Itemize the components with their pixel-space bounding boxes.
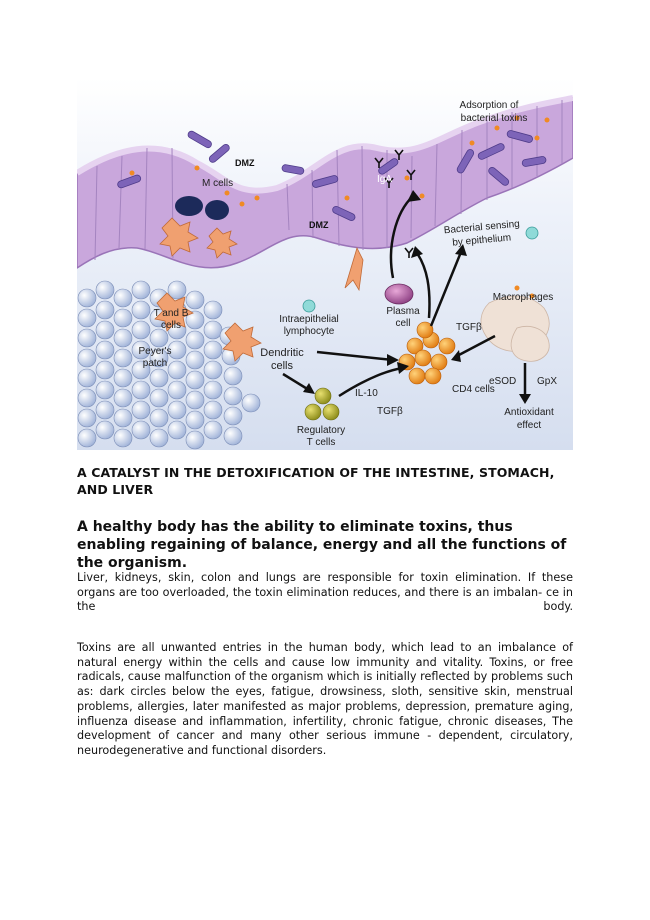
paragraph-toxin-elimination: Liver, kidneys, skin, colon and lungs are responsible for toxin elimination. If these organs are too overloaded, the toxin elimination reduces, and there is an imbalan- ce in the body. — [77, 571, 573, 614]
label-il10: IL-10 — [355, 388, 378, 399]
label-dendritic-line2: cells — [270, 360, 294, 372]
label-t-and-b-line2: cells — [160, 320, 182, 331]
label-tgfb-top: TGFβ — [456, 322, 482, 333]
plasma-cell-shape — [385, 284, 413, 304]
label-regulatory-line1: Regulatory — [296, 425, 346, 436]
label-tgfb-bottom: TGFβ — [377, 406, 403, 417]
label-plasma-line2: cell — [395, 318, 411, 329]
illustration-svg — [77, 78, 573, 450]
label-gpx: GpX — [537, 376, 558, 387]
label-adsorption-line1: Adsorption of — [459, 100, 519, 111]
paragraph-toxins-description: Toxins are all unwanted entries in the human body, which lead to an imbalance of natural energy within the cells and cause low immunity and vitality. Toxins, or free radicals, cause malfunction of the organism which is initially reflected by problems such as: dark circles below the eyes, fatigue, drowsiness, sloth, sensitive skin, menstrual problems, allergies, later manifested as major problems, depression, premature aging, influenza disease and inflammation, infertility, chronic fatigue, chronic diseases, The development of cancer and many other serious immune - dependent, circulatory, neurodegenerative and functional disorders. — [77, 641, 573, 757]
label-antioxidant-line1: Antioxidant — [504, 407, 554, 418]
label-intraepithelial-line1: Intraepithelial — [279, 314, 339, 325]
label-dmz-top: DMZ — [235, 158, 255, 168]
label-m-cells: M cells — [202, 178, 234, 189]
label-peyers-line2: patch — [142, 358, 168, 369]
label-t-and-b-line1: T and B — [153, 308, 189, 319]
label-bacterial-sensing-line1: Bacterial sensing — [443, 218, 521, 237]
intestinal-immunity-illustration — [77, 78, 573, 450]
document-subheading: A healthy body has the ability to eliminate toxins, thus enabling regaining of balance, energy and all the functions of the organism. — [77, 519, 567, 571]
label-dendritic-line1: Dendritic — [260, 347, 304, 359]
label-adsorption-line2: bacterial toxins — [460, 113, 528, 124]
label-regulatory-line2: T cells — [306, 437, 336, 448]
label-plasma-line1: Plasma — [386, 306, 420, 317]
label-macrophages: Macrophages — [492, 292, 554, 303]
label-peyers-line1: Peyer's — [138, 346, 172, 357]
label-cd4-cells: CD4 cells — [452, 384, 495, 395]
label-esod: eSOD — [489, 376, 517, 387]
label-antioxidant-line2: effect — [516, 420, 542, 431]
label-dmz-mid: DMZ — [309, 220, 329, 230]
label-intraepithelial-line2: lymphocyte — [283, 326, 335, 337]
document-heading: A CATALYST IN THE DETOXIFICATION OF THE INTESTINE, STOMACH, AND LIVER — [77, 465, 555, 497]
label-iga: IgA — [377, 174, 393, 185]
label-bacterial-sensing-line2: by epithelium — [451, 232, 512, 249]
